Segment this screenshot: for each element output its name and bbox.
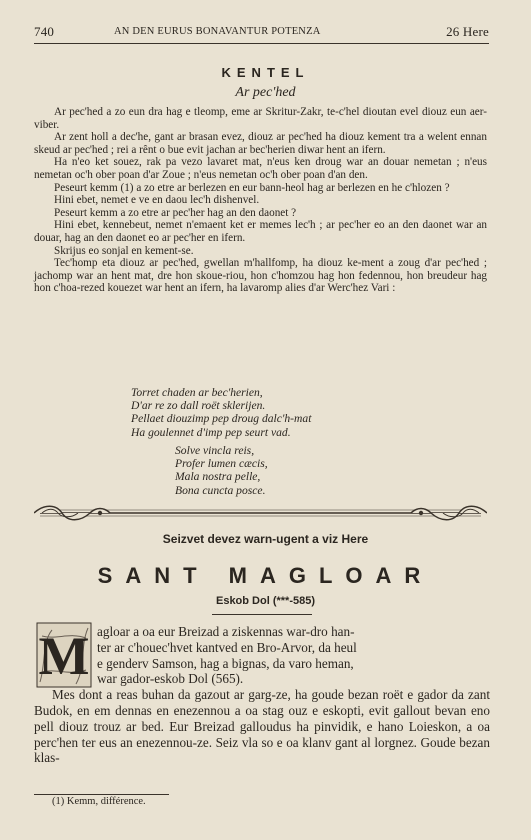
paragraph: Ar pec'hed a zo eun dra hag e tleomp, eme ar Skritur-Zakr, te-c'hel dioutan evel diouz eun aer-viber. [34,106,487,131]
verse-line: Solve vincla reis, [175,444,255,457]
drop-cap-letter: M [38,626,90,686]
verse-line: Pellaet diouzimp pep droug dalc'h-mat [131,412,312,426]
ornamental-divider [34,502,487,524]
kentel-body [34,106,487,295]
text-line: agloar a oa eur Breizad a ziskennas war-dro han- [97,624,355,639]
running-title: AN DEN EURUS BONAVANTUR POTENZA [114,26,321,37]
paragraph: Tec'homp eta diouz ar pec'hed, gwellan m'hallfomp, ha diouz ke-ment a zoug d'ar pec'hed ; jachomp war an hent mat, dre hon skoue-riou, hon c'homzou hag hon fedennou, hon breudeur hag hon c'hoa-rezed kouezet war hent an ifern, ha lavaromp alies d'ar Werc'hez Vari : [34,257,487,295]
verse-line: Mala nostra pelle, [175,470,261,484]
text-line: e genderv Samson, hag a bignas, da varo heman, [97,655,354,671]
verse-line: Ha goulennet d'imp pep seurt vad. [131,425,291,439]
paragraph: Ar zent holl a dec'he, gant ar brasan evez, diouz ar pec'hed ha diouz kement tra a welent ennan skeud ar pec'hed ; rei a rênt o bue evit jachan ar bec'herien diwar hent an ifern. [34,131,487,156]
running-header [34,24,489,40]
text-line: ter ar c'houec'hvet kantved en Bro-Arvor, da heul [97,639,357,655]
footnote: (1) Kemm, différence. [52,796,146,807]
verse-line: Profer lumen cæcis, [175,457,268,471]
page-number: 740 [34,24,55,39]
kentel-title: KENTEL [221,65,310,80]
paragraph: Ha n'eo ket souez, rak pa vezo lavaret mat, n'eus ken droug war an douar nemetan ; n'eus nemetan oc'h ober poan d'ar Zoue ; n'eus nemetan oc'h ober poan d'an den. [34,156,487,181]
text-line: war gador-eskob Dol (565). [97,671,244,687]
paragraph: Hini ebet, kennebeut, nemet n'emaent ket er memes lec'h ; ar pec'her eo an den daonet war an douar, hag an den daonet eo ar pec'her en ifern. [34,219,487,244]
title-rule [212,614,312,615]
paragraph: Hini ebet, nemet e ve en daou lec'h dishenvel. [54,194,260,207]
breton-verse [131,386,311,439]
paragraph: Peseurt kemm (1) a zo etre ar berlezen en eur bann-heol hag ar berlezen en he c'hlozen ? [54,181,450,194]
saint-title: SANT MAGLOAR [97,563,434,588]
day-heading: Seizvet devez warn-ugent a viz Here [162,532,369,546]
paragraph: Peseurt kemm a zo etre ar pec'her hag an den daonet ? [54,206,297,219]
saint-body [34,624,490,766]
header-date: 26 Here [446,24,489,39]
paragraph: Mes dont a reas buhan da gazout ar garg-ze, ha goude bezan roët e gador da zant Budok, en em dennas en enezennou a oa stag ouz e eskopti, evit gallout bevan eno pell diouz trouz ar bed. Eur Breizad galloudus ha pinvidik, e hano Loieskon, a oa perc'hen ter eus an enezennou-ze. Seiz vla so e oa klanv gant al lorgnez. Goude bezan klas- [34,687,490,766]
saint-subtitle: Eskob Dol (***-585) [215,595,316,607]
latin-verse [175,444,268,497]
footnote-rule [34,794,169,795]
paragraph: Skrijus eo sonjal en kement-se. [54,244,194,257]
verse-line: D'ar re zo dall roët sklerijen. [131,399,266,413]
header-rule [34,43,489,44]
verse-line: Bona cuncta posce. [175,483,266,497]
kentel-subtitle: Ar pec'hed [235,85,296,100]
verse-line: Torret chaden ar bec'herien, [131,386,263,399]
